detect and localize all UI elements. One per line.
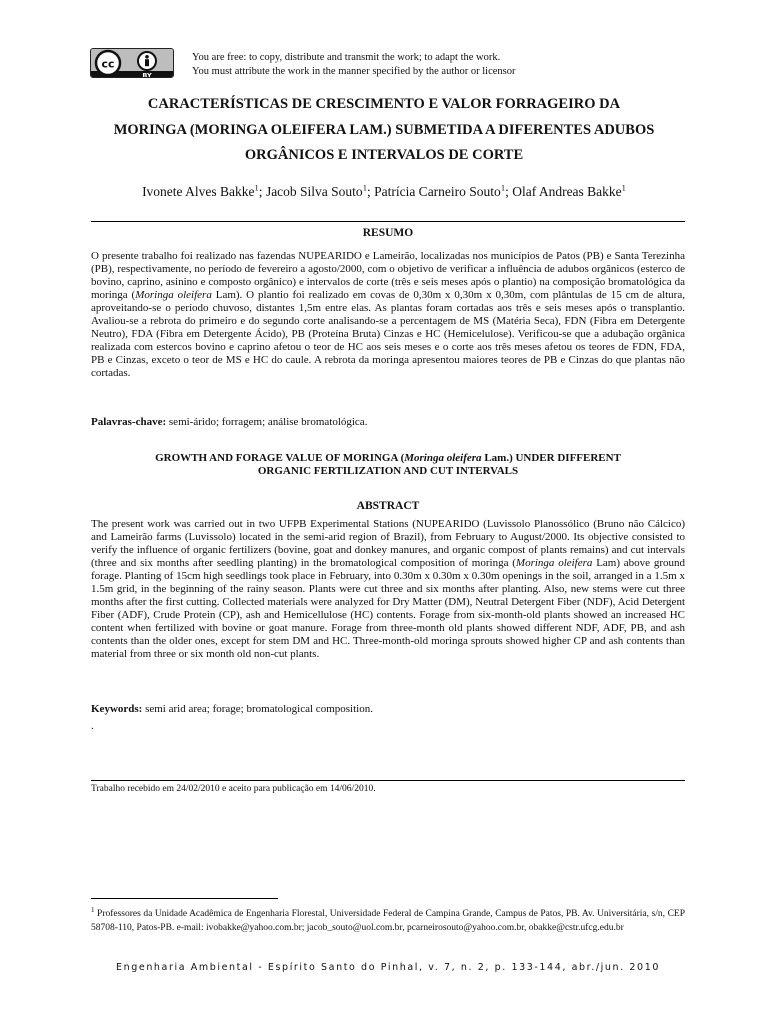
journal-footer: Engenharia Ambiental - Espírito Santo do Pinhal, v. 7, n. 2, p. 133-144, abr./jun. 2010 xyxy=(116,962,660,973)
cc-badge-label: cc xyxy=(101,57,115,71)
title-line-2: MORINGA (MORINGA OLEIFERA LAM.) SUBMETIDA A DIFERENTES ADUBOS xyxy=(113,121,655,138)
license-line-1: You are free: to copy, distribute and transmit the work; to adapt the work. xyxy=(192,52,501,63)
received-divider xyxy=(91,780,685,781)
resumo-text: O presente trabalho foi realizado nas fazendas NUPEARIDO e Lameirão, localizadas nos municípios de Patos (PB) e Santa Terezinha (PB), respectivamente, no período de fevereiro a agosto/2000, com o objetivo de verificar a influência de adubos orgânicos (esterco de bovino, caprino, asinino e composto orgânico) e intervalos de corte (três e seis meses após o plantio) na composição bromatológica da moringa (Moringa oleifera Lam). O plantio foi realizado em covas de 0,30m x 0,30m x 0,30m, com plântulas de 15 cm de altura, aproveitando-se o período chuvoso, distantes 1,5m entre elas. As plantas foram cortadas aos três e seis meses após o transplantio. Avaliou-se a rebrota do primeiro e do segundo corte analisando-se a percentagem de MS (Matéria Seca), FDN (Fibra em Detergente Neutro), FDA (Fibra em Detergente Ácido), PB (Proteína Bruta) Cinzas e HC (Hemicelulose). Verificou-se que a adubação orgânica realizada com estercos bovino e caprino afetou o teor de HC aos seis meses e o corte aos três meses afetou os teores de FDN, FDA, PB e Cinzas, exceto o teor de MS e HC do caule. A rebrota da moringa apresentou maiores teores de PB e Cinzas do que plantas não cortadas. xyxy=(91,250,685,380)
received-date: Trabalho recebido em 24/02/2010 e aceito para publicação em 14/06/2010. xyxy=(91,784,376,794)
abstract-text: The present work was carried out in two UFPB Experimental Stations (NUPEARIDO (Luvissolo Planossólico (Bruno não Cálcico) and Lameirão farms (Luvissolo) located in the semi-arid region of Brazil), from February to August/2000. Its objective consisted to verify the influence of organic fertilizers (bovine, goat and donkey manures, and organic compost of plants remains) and cut intervals (three and six months after seedling planting) in the bromatological composition of moringa (Moringa oleifera Lam) above ground forage. Planting of 15cm high seedlings took place in February, into 0.30m x 0.30m x 0.30m openings in the soil, arranged in a 1.5m x 1.5m grid, in the beginning of the rainy season. Plants were cut three and six months after planting. Also, new stems were cut three months after the first cutting. Collected materials were analyzed for Dry Matter (DM), Neutral Detergent Fiber (NDF), Acid Detergent Fiber (ADF), Crude Protein (CP), ash and Hemicellulose (HC) contents. Forage from six-month-old plants showed an increased HC content when fertilized with bovine or goat manure. Forage from three-month old plants showed different NDF, ADF, PB, and ash contents than the older ones, except for stem DM and HC. Three-month-old moringa sprouts showed higher CP and ash contents than material from three or six month old non-cut plants. xyxy=(91,518,685,661)
title-line-1: CARACTERÍSTICAS DE CRESCIMENTO E VALOR FORRAGEIRO DA xyxy=(147,96,621,112)
footnote-divider xyxy=(91,898,278,899)
title-line-3: ORGÂNICOS E INTERVALOS DE CORTE xyxy=(244,147,524,163)
paper-title xyxy=(80,92,688,169)
author: Jacob Silva Souto$^1$; xyxy=(265,182,375,199)
creative-commons-badge xyxy=(90,48,174,78)
author: Olaf Andreas Bakke$^1$ xyxy=(512,182,626,199)
english-title: GROWTH AND FORAGE VALUE OF MORINGA (Moringa oleifera Lam.) UNDER DIFFERENT ORGANIC FERTILIZATION AND CUT INTERVALS xyxy=(155,452,621,478)
by-badge-label: BY xyxy=(142,71,152,78)
footnote: $^1$ Professores da Unidade Acadêmica de Engenharia Florestal, Universidade Federal de Campina Grande, Campus de Patos, PB. Av. Universitária, s/n, CEP 58708-110, Patos-PB. e-mail: ivobakke@yahoo.com.br; jacob_souto@uol.com.br, pcarneirosouto@yahoo.com.br, obakke@cstr.ufcg.edu.br xyxy=(91,906,685,933)
license-line-2: You must attribute the work in the manner specified by the author or licensor xyxy=(192,66,516,77)
abstract-heading: ABSTRACT xyxy=(356,500,420,512)
author: Ivonete Alves Bakke$^1$; xyxy=(142,182,266,199)
license-notice xyxy=(192,51,516,79)
header-divider xyxy=(91,221,685,222)
palavras-chave: Palavras-chave: semi-árido; forragem; análise bromatológica. xyxy=(91,416,368,428)
stray-dot: . xyxy=(91,720,94,732)
author-list xyxy=(80,182,688,200)
resumo-heading: RESUMO xyxy=(362,227,414,239)
author: Patrícia Carneiro Souto$^1$; xyxy=(374,182,513,199)
keywords: Keywords: semi arid area; forage; bromatological composition. xyxy=(91,703,373,715)
